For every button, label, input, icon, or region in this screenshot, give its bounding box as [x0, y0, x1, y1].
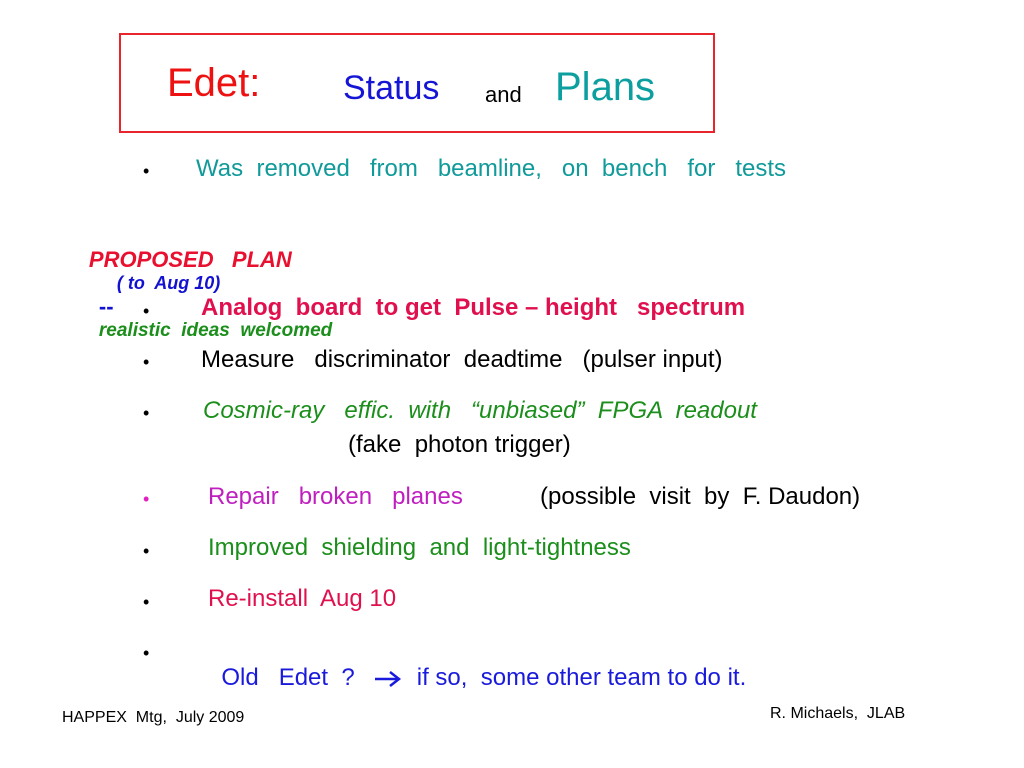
title-and: and [485, 82, 522, 107]
plan-item-repair-note: (possible visit by F. Daudon) [540, 483, 861, 510]
footer-meeting: HAPPEX Mtg, July 2009 [62, 709, 245, 726]
plan-item-cosmic-ray-continuation: (fake photon trigger) [348, 431, 571, 458]
title-status: Status [343, 69, 440, 107]
plan-item-repair-planes: Repair broken planes [208, 483, 463, 510]
bullet-marker: • [143, 643, 150, 663]
proposed-plan-dates: ( to Aug 10) [116, 273, 221, 293]
plan-item-analog-board: Analog board to get Pulse – height spectrum [201, 294, 746, 321]
plan-item-cosmic-ray: Cosmic-ray effic. with “unbiased” FPGA readout [203, 397, 757, 424]
plan-item-old-edet [208, 636, 746, 692]
right-arrow-icon [373, 669, 403, 689]
proposed-plan-note: realistic ideas welcomed [98, 320, 333, 341]
proposed-plan-heading [80, 229, 332, 342]
plan-item-reinstall: Re-install Aug 10 [208, 585, 397, 612]
plan-item-old-edet-note: if so, some other team to do it. [416, 664, 747, 691]
plan-item-deadtime: Measure discriminator deadtime (pulser input) [201, 346, 723, 373]
bullet-marker: • [143, 301, 150, 321]
proposed-plan-label: PROPOSED PLAN [88, 247, 292, 272]
title-edet: Edet: [167, 61, 261, 105]
bullet-marker: • [143, 403, 150, 423]
bullet-marker: • [143, 541, 150, 561]
bullet-marker: • [143, 352, 150, 372]
plan-item-shielding: Improved shielding and light-tightness [208, 534, 631, 561]
plan-item-old-edet-text: Old Edet ? [221, 664, 355, 691]
title-plans: Plans [555, 65, 656, 109]
status-bullet-text: Was removed from beamline, on bench for tests [196, 155, 787, 182]
title-box [119, 33, 715, 133]
bullet-marker: • [143, 592, 150, 612]
bullet-marker: • [143, 489, 150, 509]
footer-author: R. Michaels, JLAB [770, 705, 906, 722]
proposed-plan-dash: -- [98, 294, 114, 319]
bullet-marker: • [143, 161, 150, 181]
